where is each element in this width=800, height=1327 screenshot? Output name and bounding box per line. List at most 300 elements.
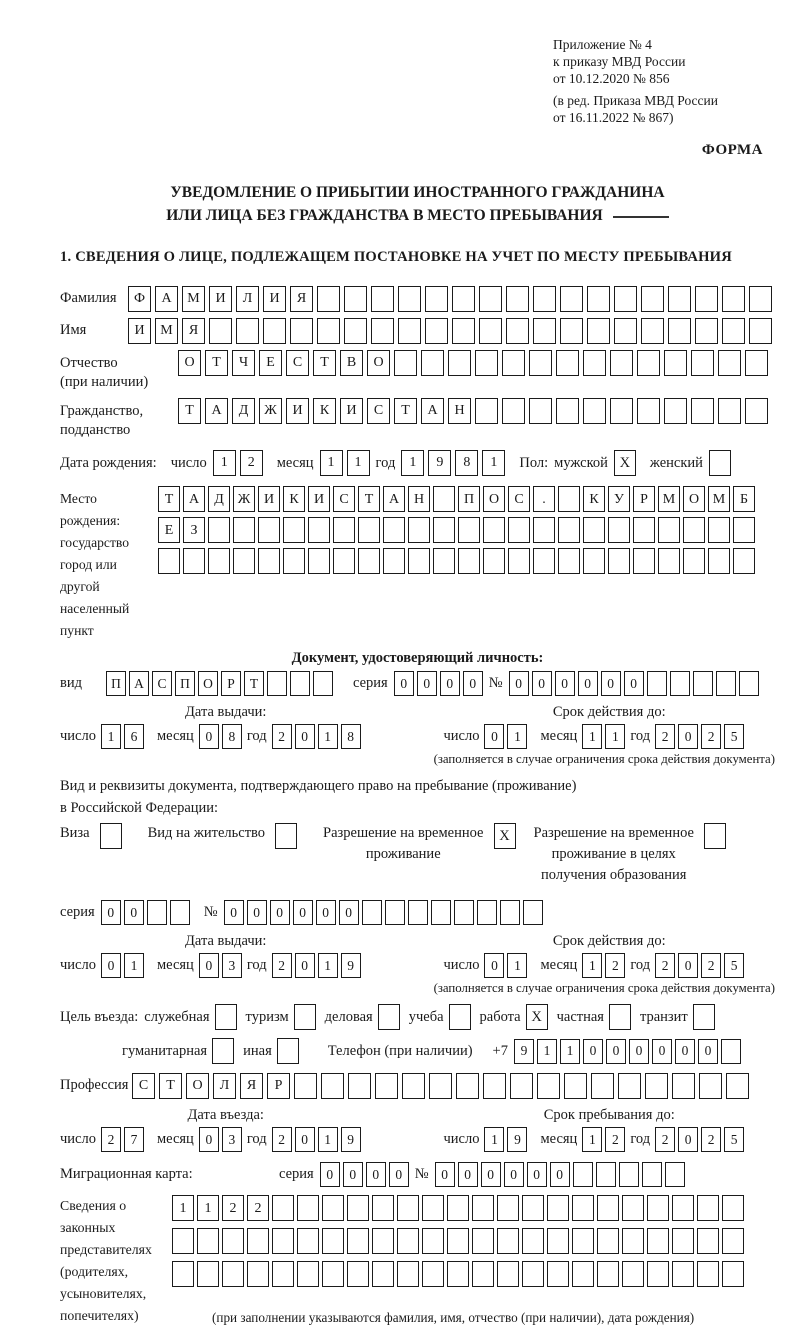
char-box[interactable] [647, 1195, 669, 1221]
char-box[interactable] [647, 671, 667, 696]
char-box[interactable]: 1 [582, 724, 602, 749]
char-box[interactable] [322, 1261, 344, 1287]
char-box[interactable]: 0 [316, 900, 336, 925]
char-box[interactable]: 0 [295, 953, 315, 978]
char-box[interactable] [672, 1195, 694, 1221]
residence-permit-checkbox[interactable] [275, 823, 297, 849]
char-box[interactable] [587, 286, 610, 312]
char-box[interactable] [209, 318, 232, 344]
char-box[interactable] [749, 318, 772, 344]
char-box[interactable] [622, 1228, 644, 1254]
char-box[interactable]: Л [213, 1073, 236, 1099]
char-box[interactable] [197, 1228, 219, 1254]
char-box[interactable] [385, 900, 405, 925]
char-box[interactable]: Б [733, 486, 755, 512]
char-box[interactable] [718, 350, 741, 376]
char-box[interactable]: 0 [652, 1039, 672, 1064]
char-box[interactable] [722, 1228, 744, 1254]
char-box[interactable] [208, 517, 230, 543]
char-box[interactable] [402, 1073, 425, 1099]
char-box[interactable]: Т [394, 398, 417, 424]
char-box[interactable]: А [129, 671, 149, 696]
char-box[interactable] [645, 1073, 668, 1099]
char-box[interactable]: 0 [601, 671, 621, 696]
char-box[interactable] [362, 900, 382, 925]
char-box[interactable] [348, 1073, 371, 1099]
business-checkbox[interactable] [378, 1004, 400, 1030]
char-box[interactable]: З [183, 517, 205, 543]
char-box[interactable] [233, 548, 255, 574]
char-box[interactable] [695, 286, 718, 312]
char-box[interactable]: 2 [655, 953, 675, 978]
char-box[interactable] [572, 1261, 594, 1287]
char-box[interactable] [472, 1195, 494, 1221]
char-box[interactable]: 0 [484, 953, 504, 978]
char-box[interactable]: 2 [247, 1195, 269, 1221]
char-box[interactable]: 1 [507, 724, 527, 749]
char-box[interactable] [372, 1261, 394, 1287]
char-box[interactable] [372, 1195, 394, 1221]
char-box[interactable]: 0 [293, 900, 313, 925]
char-box[interactable] [158, 548, 180, 574]
char-box[interactable]: 2 [240, 450, 263, 476]
char-box[interactable]: 9 [341, 1127, 361, 1152]
char-box[interactable]: 0 [295, 1127, 315, 1152]
char-box[interactable] [506, 286, 529, 312]
char-box[interactable]: О [178, 350, 201, 376]
char-box[interactable] [614, 318, 637, 344]
char-box[interactable] [510, 1073, 533, 1099]
char-box[interactable] [556, 350, 579, 376]
char-box[interactable] [398, 286, 421, 312]
char-box[interactable]: 2 [272, 724, 292, 749]
char-box[interactable]: Ч [232, 350, 255, 376]
char-box[interactable] [502, 350, 525, 376]
char-box[interactable]: 0 [199, 1127, 219, 1152]
char-box[interactable] [572, 1195, 594, 1221]
char-box[interactable] [452, 318, 475, 344]
char-box[interactable]: О [483, 486, 505, 512]
char-box[interactable] [447, 1195, 469, 1221]
char-box[interactable]: 0 [698, 1039, 718, 1064]
char-box[interactable] [483, 517, 505, 543]
char-box[interactable] [247, 1228, 269, 1254]
char-box[interactable]: 0 [509, 671, 529, 696]
char-box[interactable] [183, 548, 205, 574]
char-box[interactable]: 0 [101, 953, 121, 978]
char-box[interactable]: Р [221, 671, 241, 696]
char-box[interactable] [533, 286, 556, 312]
char-box[interactable] [272, 1195, 294, 1221]
char-box[interactable] [448, 350, 471, 376]
char-box[interactable]: А [205, 398, 228, 424]
char-box[interactable]: О [367, 350, 390, 376]
char-box[interactable] [398, 318, 421, 344]
char-box[interactable] [394, 350, 417, 376]
char-box[interactable] [618, 1073, 641, 1099]
char-box[interactable] [547, 1261, 569, 1287]
char-box[interactable] [297, 1228, 319, 1254]
char-box[interactable] [722, 1261, 744, 1287]
char-box[interactable]: И [340, 398, 363, 424]
char-box[interactable] [422, 1228, 444, 1254]
char-box[interactable] [422, 1261, 444, 1287]
char-box[interactable]: Я [182, 318, 205, 344]
char-box[interactable] [297, 1261, 319, 1287]
char-box[interactable]: Т [178, 398, 201, 424]
char-box[interactable] [533, 318, 556, 344]
char-box[interactable]: 1 [101, 724, 121, 749]
char-box[interactable] [529, 350, 552, 376]
char-box[interactable] [458, 517, 480, 543]
char-box[interactable] [608, 517, 630, 543]
char-box[interactable] [322, 1195, 344, 1221]
char-box[interactable] [317, 286, 340, 312]
char-box[interactable]: 1 [484, 1127, 504, 1152]
char-box[interactable]: 0 [295, 724, 315, 749]
char-box[interactable]: О [683, 486, 705, 512]
char-box[interactable] [733, 548, 755, 574]
char-box[interactable] [523, 900, 543, 925]
char-box[interactable] [371, 318, 394, 344]
char-box[interactable] [647, 1261, 669, 1287]
char-box[interactable]: 1 [507, 953, 527, 978]
char-box[interactable] [290, 318, 313, 344]
char-box[interactable]: 0 [583, 1039, 603, 1064]
char-box[interactable] [597, 1195, 619, 1221]
char-box[interactable] [258, 517, 280, 543]
char-box[interactable] [433, 517, 455, 543]
char-box[interactable]: 1 [318, 1127, 338, 1152]
char-box[interactable]: 1 [213, 450, 236, 476]
temp-residence-edu-checkbox[interactable] [704, 823, 726, 849]
char-box[interactable]: 1 [560, 1039, 580, 1064]
char-box[interactable] [421, 350, 444, 376]
char-box[interactable]: 0 [440, 671, 460, 696]
char-box[interactable]: Р [633, 486, 655, 512]
char-box[interactable] [693, 671, 713, 696]
char-box[interactable]: 1 [318, 724, 338, 749]
transit-checkbox[interactable] [693, 1004, 715, 1030]
char-box[interactable] [739, 671, 759, 696]
char-box[interactable]: 0 [394, 671, 414, 696]
char-box[interactable] [583, 517, 605, 543]
char-box[interactable]: Р [267, 1073, 290, 1099]
char-box[interactable] [619, 1162, 639, 1187]
char-box[interactable] [722, 1195, 744, 1221]
char-box[interactable]: 0 [343, 1162, 363, 1187]
char-box[interactable] [683, 548, 705, 574]
char-box[interactable]: 1 [582, 1127, 602, 1152]
char-box[interactable]: 1 [605, 724, 625, 749]
char-box[interactable]: Т [205, 350, 228, 376]
char-box[interactable]: 2 [701, 1127, 721, 1152]
char-box[interactable] [665, 1162, 685, 1187]
char-box[interactable]: О [186, 1073, 209, 1099]
char-box[interactable] [558, 517, 580, 543]
char-box[interactable] [716, 671, 736, 696]
other-checkbox[interactable] [277, 1038, 299, 1064]
char-box[interactable]: 1 [124, 953, 144, 978]
char-box[interactable] [472, 1228, 494, 1254]
char-box[interactable]: 0 [678, 724, 698, 749]
char-box[interactable] [372, 1228, 394, 1254]
char-box[interactable] [425, 286, 448, 312]
char-box[interactable]: Е [158, 517, 180, 543]
char-box[interactable] [749, 286, 772, 312]
char-box[interactable] [347, 1228, 369, 1254]
char-box[interactable] [622, 1195, 644, 1221]
char-box[interactable] [718, 398, 741, 424]
char-box[interactable]: Л [236, 286, 259, 312]
char-box[interactable]: 8 [222, 724, 242, 749]
char-box[interactable] [583, 548, 605, 574]
char-box[interactable] [637, 350, 660, 376]
char-box[interactable]: Т [244, 671, 264, 696]
char-box[interactable] [658, 548, 680, 574]
char-box[interactable] [721, 1039, 741, 1064]
char-box[interactable] [170, 900, 190, 925]
char-box[interactable]: А [421, 398, 444, 424]
char-box[interactable] [722, 318, 745, 344]
char-box[interactable] [497, 1228, 519, 1254]
char-box[interactable]: 1 [318, 953, 338, 978]
char-box[interactable] [556, 398, 579, 424]
char-box[interactable] [344, 318, 367, 344]
char-box[interactable]: И [258, 486, 280, 512]
char-box[interactable] [236, 318, 259, 344]
char-box[interactable] [475, 398, 498, 424]
char-box[interactable]: 0 [320, 1162, 340, 1187]
char-box[interactable] [472, 1261, 494, 1287]
char-box[interactable] [641, 318, 664, 344]
char-box[interactable]: 2 [605, 953, 625, 978]
char-box[interactable] [208, 548, 230, 574]
char-box[interactable] [522, 1261, 544, 1287]
char-box[interactable] [533, 517, 555, 543]
sex-male-checkbox[interactable]: X [614, 450, 636, 476]
char-box[interactable]: 1 [172, 1195, 194, 1221]
char-box[interactable]: 0 [678, 1127, 698, 1152]
char-box[interactable] [708, 517, 730, 543]
char-box[interactable] [308, 548, 330, 574]
char-box[interactable] [633, 548, 655, 574]
char-box[interactable] [347, 1195, 369, 1221]
char-box[interactable]: Т [358, 486, 380, 512]
char-box[interactable]: Я [240, 1073, 263, 1099]
char-box[interactable] [233, 517, 255, 543]
char-box[interactable] [344, 286, 367, 312]
char-box[interactable] [172, 1228, 194, 1254]
char-box[interactable]: Н [448, 398, 471, 424]
char-box[interactable] [347, 1261, 369, 1287]
char-box[interactable] [272, 1261, 294, 1287]
char-box[interactable]: А [155, 286, 178, 312]
char-box[interactable]: 0 [624, 671, 644, 696]
char-box[interactable] [672, 1228, 694, 1254]
char-box[interactable] [383, 517, 405, 543]
char-box[interactable]: Т [159, 1073, 182, 1099]
char-box[interactable] [597, 1228, 619, 1254]
char-box[interactable] [726, 1073, 749, 1099]
char-box[interactable]: 8 [455, 450, 478, 476]
char-box[interactable] [479, 286, 502, 312]
char-box[interactable]: А [383, 486, 405, 512]
char-box[interactable]: М [708, 486, 730, 512]
char-box[interactable] [547, 1195, 569, 1221]
char-box[interactable]: С [286, 350, 309, 376]
char-box[interactable] [408, 548, 430, 574]
char-box[interactable] [497, 1195, 519, 1221]
char-box[interactable]: 0 [550, 1162, 570, 1187]
char-box[interactable]: Ф [128, 286, 151, 312]
char-box[interactable] [722, 286, 745, 312]
char-box[interactable]: У [608, 486, 630, 512]
char-box[interactable] [522, 1228, 544, 1254]
char-box[interactable] [383, 548, 405, 574]
char-box[interactable] [610, 350, 633, 376]
humanitarian-checkbox[interactable] [212, 1038, 234, 1064]
char-box[interactable] [475, 350, 498, 376]
char-box[interactable] [697, 1228, 719, 1254]
char-box[interactable] [573, 1162, 593, 1187]
char-box[interactable] [614, 286, 637, 312]
char-box[interactable]: 2 [222, 1195, 244, 1221]
char-box[interactable]: 9 [514, 1039, 534, 1064]
char-box[interactable]: Д [208, 486, 230, 512]
char-box[interactable] [222, 1261, 244, 1287]
char-box[interactable] [596, 1162, 616, 1187]
char-box[interactable]: 0 [484, 724, 504, 749]
char-box[interactable] [397, 1261, 419, 1287]
char-box[interactable] [425, 318, 448, 344]
char-box[interactable] [322, 1228, 344, 1254]
char-box[interactable]: Т [313, 350, 336, 376]
char-box[interactable] [537, 1073, 560, 1099]
char-box[interactable]: А [183, 486, 205, 512]
char-box[interactable]: С [367, 398, 390, 424]
char-box[interactable]: И [308, 486, 330, 512]
char-box[interactable] [699, 1073, 722, 1099]
char-box[interactable] [458, 548, 480, 574]
char-box[interactable]: 2 [655, 1127, 675, 1152]
char-box[interactable] [333, 517, 355, 543]
char-box[interactable] [147, 900, 167, 925]
char-box[interactable] [456, 1073, 479, 1099]
char-box[interactable]: 9 [507, 1127, 527, 1152]
char-box[interactable]: С [333, 486, 355, 512]
char-box[interactable]: 0 [578, 671, 598, 696]
char-box[interactable]: 0 [366, 1162, 386, 1187]
char-box[interactable] [642, 1162, 662, 1187]
char-box[interactable] [447, 1261, 469, 1287]
char-box[interactable]: 0 [270, 900, 290, 925]
char-box[interactable]: 0 [675, 1039, 695, 1064]
char-box[interactable] [290, 671, 310, 696]
char-box[interactable] [297, 1195, 319, 1221]
char-box[interactable]: И [209, 286, 232, 312]
char-box[interactable] [294, 1073, 317, 1099]
char-box[interactable] [321, 1073, 344, 1099]
char-box[interactable]: 0 [247, 900, 267, 925]
char-box[interactable] [610, 398, 633, 424]
char-box[interactable]: 0 [417, 671, 437, 696]
char-box[interactable]: 2 [701, 953, 721, 978]
char-box[interactable] [560, 286, 583, 312]
char-box[interactable] [397, 1195, 419, 1221]
char-box[interactable] [683, 517, 705, 543]
char-box[interactable] [483, 1073, 506, 1099]
char-box[interactable] [708, 548, 730, 574]
char-box[interactable]: 0 [458, 1162, 478, 1187]
char-box[interactable]: С [508, 486, 530, 512]
sex-female-checkbox[interactable] [709, 450, 731, 476]
char-box[interactable]: 9 [341, 953, 361, 978]
char-box[interactable] [222, 1228, 244, 1254]
char-box[interactable] [658, 517, 680, 543]
char-box[interactable]: 7 [124, 1127, 144, 1152]
char-box[interactable] [397, 1228, 419, 1254]
char-box[interactable]: М [658, 486, 680, 512]
char-box[interactable] [587, 318, 610, 344]
char-box[interactable] [745, 398, 768, 424]
char-box[interactable] [283, 517, 305, 543]
char-box[interactable]: С [132, 1073, 155, 1099]
char-box[interactable]: 0 [124, 900, 144, 925]
char-box[interactable]: М [155, 318, 178, 344]
char-box[interactable]: Н [408, 486, 430, 512]
char-box[interactable]: 0 [199, 724, 219, 749]
char-box[interactable] [477, 900, 497, 925]
char-box[interactable] [247, 1261, 269, 1287]
char-box[interactable] [497, 1261, 519, 1287]
char-box[interactable] [697, 1195, 719, 1221]
char-box[interactable]: 0 [101, 900, 121, 925]
char-box[interactable] [641, 286, 664, 312]
char-box[interactable] [197, 1261, 219, 1287]
char-box[interactable] [697, 1261, 719, 1287]
char-box[interactable]: И [128, 318, 151, 344]
char-box[interactable] [733, 517, 755, 543]
char-box[interactable] [272, 1228, 294, 1254]
char-box[interactable]: С [152, 671, 172, 696]
char-box[interactable]: 9 [428, 450, 451, 476]
char-box[interactable]: 1 [347, 450, 370, 476]
char-box[interactable]: 3 [222, 1127, 242, 1152]
char-box[interactable] [431, 900, 451, 925]
char-box[interactable] [529, 398, 552, 424]
char-box[interactable]: 0 [481, 1162, 501, 1187]
char-box[interactable]: 1 [537, 1039, 557, 1064]
char-box[interactable] [358, 548, 380, 574]
char-box[interactable] [572, 1228, 594, 1254]
char-box[interactable] [479, 318, 502, 344]
char-box[interactable]: 0 [678, 953, 698, 978]
char-box[interactable]: П [458, 486, 480, 512]
char-box[interactable] [637, 398, 660, 424]
char-box[interactable] [375, 1073, 398, 1099]
tourism-checkbox[interactable] [294, 1004, 316, 1030]
char-box[interactable]: И [286, 398, 309, 424]
char-box[interactable] [371, 286, 394, 312]
char-box[interactable] [358, 517, 380, 543]
char-box[interactable] [583, 350, 606, 376]
char-box[interactable] [664, 398, 687, 424]
char-box[interactable]: Е [259, 350, 282, 376]
char-box[interactable] [608, 548, 630, 574]
char-box[interactable] [333, 548, 355, 574]
char-box[interactable] [433, 548, 455, 574]
